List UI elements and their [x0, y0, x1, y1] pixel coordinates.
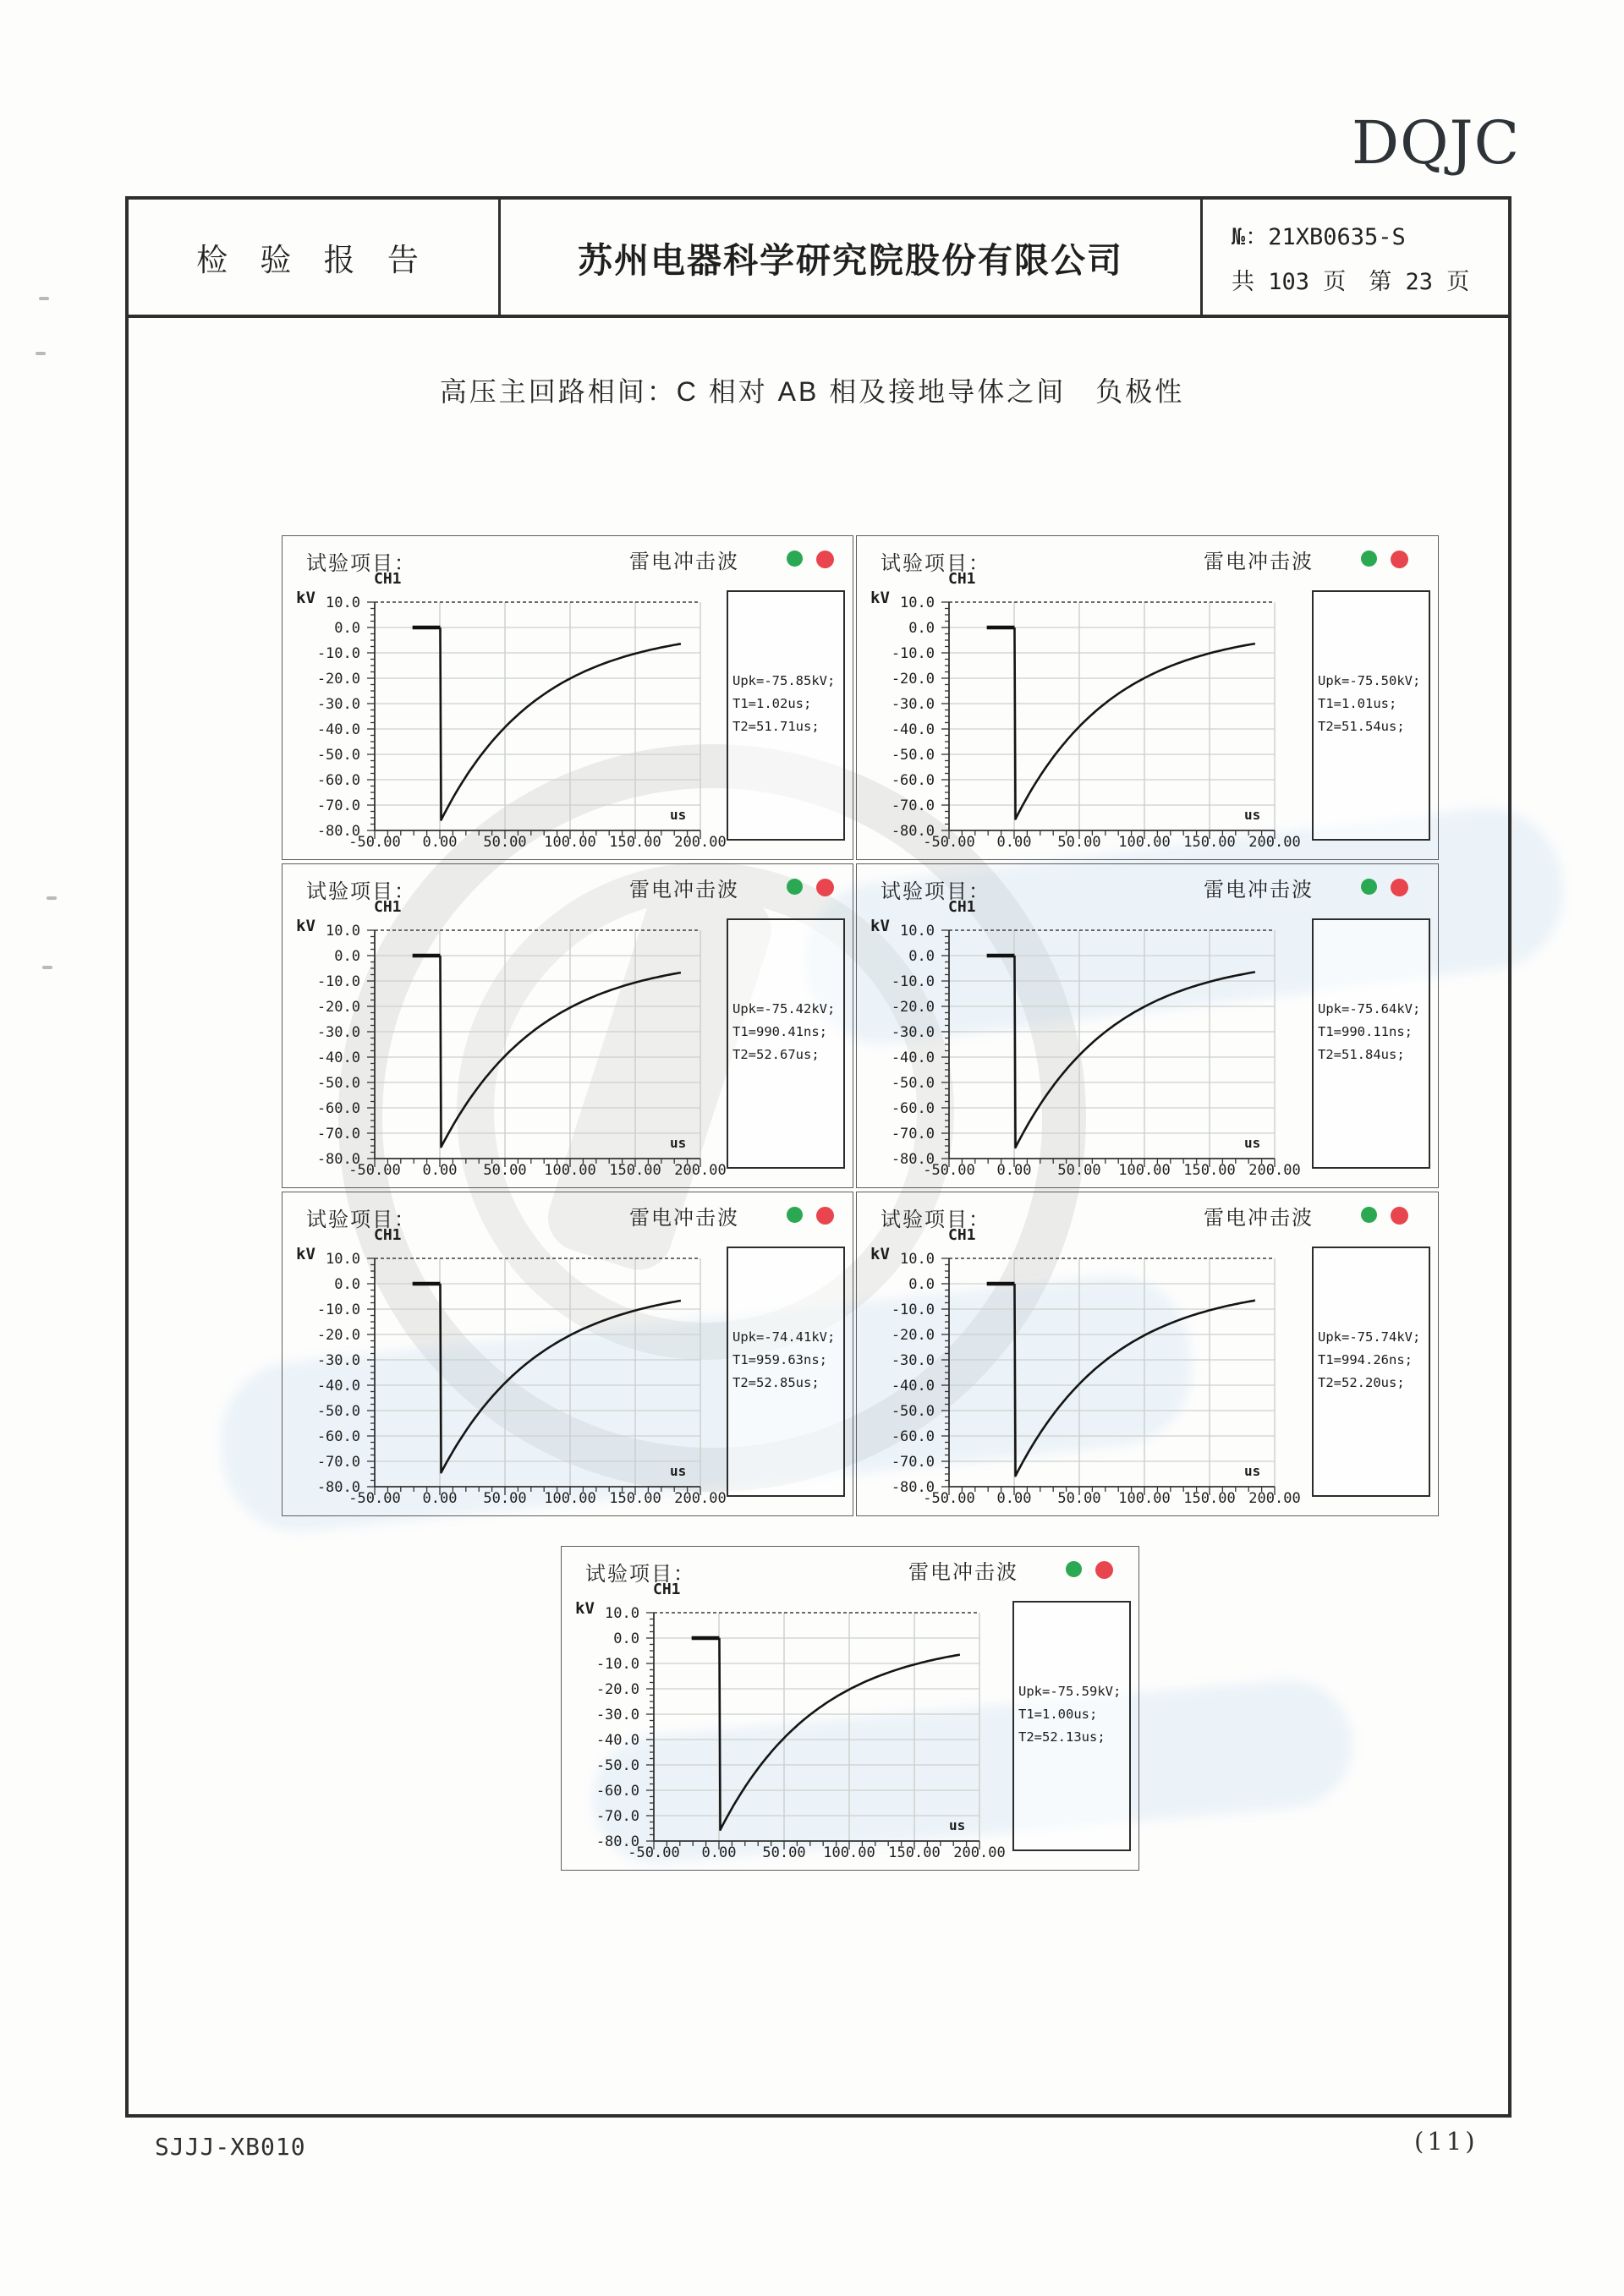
y-tick-label: 10.0	[326, 923, 360, 940]
channel-label: CH1	[948, 1226, 976, 1244]
y-tick-label: -70.0	[595, 1808, 639, 1825]
y-axis-unit-label: kV	[870, 1245, 890, 1263]
y-tick-label: -50.0	[891, 1403, 935, 1420]
measurement-readout-box	[727, 1247, 845, 1497]
y-tick-label: 10.0	[900, 923, 935, 940]
y-tick-label: -80.0	[316, 1479, 360, 1496]
y-tick-label: -50.0	[316, 1075, 360, 1092]
y-tick-label: -20.0	[891, 1327, 935, 1344]
waveform-plot	[363, 923, 710, 1177]
y-tick-label: -10.0	[891, 973, 935, 990]
y-tick-label: 10.0	[326, 1251, 360, 1268]
x-tick-label: 100.00	[544, 834, 596, 851]
x-tick-label: 50.00	[762, 1844, 806, 1861]
x-tick-label: 150.00	[1183, 1162, 1236, 1179]
upk-readout: Upk=-75.64kV;	[1318, 1001, 1421, 1016]
report-title-cell: 检 验 报 告	[129, 200, 501, 315]
x-tick-label: 200.00	[1248, 1162, 1301, 1179]
test-item-label: 试验项目：	[306, 552, 416, 575]
y-axis-unit-label: kV	[296, 589, 315, 607]
x-axis-unit-label: us	[670, 1463, 687, 1479]
x-tick-label: -50.00	[348, 834, 401, 851]
x-tick-label: 0.00	[422, 1490, 458, 1507]
y-tick-label: -20.0	[595, 1681, 639, 1698]
y-tick-label: -60.0	[891, 1100, 935, 1117]
y-tick-label: -60.0	[316, 1428, 360, 1445]
x-tick-label: 150.00	[888, 1844, 941, 1861]
measurement-readout-box	[727, 918, 845, 1169]
y-axis-unit-label: kV	[296, 1245, 315, 1263]
chart-title: 雷电冲击波	[1204, 879, 1314, 901]
form-code: SJJJ-XB010	[155, 2133, 306, 2161]
y-tick-label: -40.0	[891, 721, 935, 738]
measurement-readout-box	[1312, 590, 1430, 841]
y-tick-label: -70.0	[891, 1126, 935, 1143]
y-tick-label: -40.0	[316, 1378, 360, 1395]
x-tick-label: 200.00	[1248, 1490, 1301, 1507]
x-tick-label: 200.00	[1248, 834, 1301, 851]
green-indicator-dot	[787, 879, 803, 895]
x-tick-label: 200.00	[674, 1162, 727, 1179]
waveform-plot	[937, 595, 1284, 849]
y-tick-label: -30.0	[595, 1707, 639, 1723]
brand-logo-text: DQJC	[1352, 108, 1521, 178]
y-tick-label: 0.0	[334, 948, 360, 965]
x-tick-label: 150.00	[609, 1162, 661, 1179]
y-tick-label: 10.0	[900, 1251, 935, 1268]
measurement-readout-box	[727, 590, 845, 841]
x-tick-label: 100.00	[544, 1162, 596, 1179]
x-tick-label: 50.00	[483, 1162, 527, 1179]
x-tick-label: 100.00	[1118, 834, 1171, 851]
x-axis-unit-label: us	[1244, 1135, 1261, 1151]
test-item-label: 试验项目：	[881, 880, 990, 903]
t2-readout: T2=52.20us;	[1318, 1375, 1405, 1390]
scan-artifact-dash	[39, 297, 49, 300]
y-tick-label: -30.0	[316, 1352, 360, 1369]
x-tick-label: -50.00	[348, 1162, 401, 1179]
green-indicator-dot	[1361, 551, 1377, 567]
t1-readout: T1=990.41ns;	[732, 1024, 827, 1039]
y-tick-label: -60.0	[316, 1100, 360, 1117]
upk-readout: Upk=-75.74kV;	[1318, 1329, 1421, 1345]
y-tick-label: 0.0	[908, 620, 935, 637]
chart-title: 雷电冲击波	[629, 879, 739, 901]
page-info: 共 103 页 第 23 页	[1232, 269, 1470, 295]
page-number: (11)	[1414, 2127, 1479, 2156]
green-indicator-dot	[1361, 879, 1377, 895]
x-tick-label: 150.00	[1183, 834, 1236, 851]
y-tick-label: -20.0	[316, 999, 360, 1016]
t2-readout: T2=52.13us;	[1018, 1729, 1106, 1745]
y-tick-label: 10.0	[900, 595, 935, 611]
chart-title: 雷电冲击波	[1204, 551, 1314, 573]
y-tick-label: 10.0	[326, 595, 360, 611]
t1-readout: T1=1.01us;	[1318, 696, 1397, 711]
x-tick-label: -50.00	[628, 1844, 680, 1861]
x-tick-label: 150.00	[609, 1490, 661, 1507]
t2-readout: T2=52.67us;	[732, 1047, 820, 1062]
measurement-readout-box	[1312, 918, 1430, 1169]
x-tick-label: 100.00	[1118, 1490, 1171, 1507]
y-tick-label: -60.0	[891, 1428, 935, 1445]
test-item-label: 试验项目：	[306, 1208, 416, 1231]
x-tick-label: 0.00	[996, 1490, 1032, 1507]
red-indicator-dot	[1391, 879, 1408, 896]
y-tick-label: -40.0	[316, 1049, 360, 1066]
x-tick-label: 150.00	[609, 834, 661, 851]
y-tick-label: -80.0	[891, 1479, 935, 1496]
x-tick-label: 200.00	[953, 1844, 1006, 1861]
waveform-plot	[363, 595, 710, 849]
channel-label: CH1	[374, 1226, 402, 1244]
x-axis-unit-label: us	[949, 1817, 966, 1833]
test-item-label: 试验项目：	[585, 1563, 695, 1586]
y-tick-label: -10.0	[891, 645, 935, 662]
chart-title: 雷电冲击波	[629, 1207, 739, 1230]
scan-artifact-dash	[36, 352, 46, 355]
test-item-label: 试验项目：	[881, 1208, 990, 1231]
y-axis-unit-label: kV	[575, 1599, 595, 1618]
x-tick-label: 50.00	[1057, 1490, 1101, 1507]
x-tick-label: 200.00	[674, 1490, 727, 1507]
red-indicator-dot	[1391, 1207, 1408, 1225]
upk-readout: Upk=-75.42kV;	[732, 1001, 836, 1016]
waveform-plot	[937, 1252, 1284, 1505]
x-axis-unit-label: us	[670, 1135, 687, 1151]
y-tick-label: -50.0	[891, 1075, 935, 1092]
red-indicator-dot	[1391, 551, 1408, 568]
t2-readout: T2=51.71us;	[732, 719, 820, 734]
y-tick-label: -60.0	[891, 772, 935, 789]
x-tick-label: 100.00	[1118, 1162, 1171, 1179]
y-tick-label: -40.0	[316, 721, 360, 738]
upk-readout: Upk=-75.59kV;	[1018, 1684, 1122, 1699]
report-number-cell	[1203, 200, 1508, 315]
scan-artifact-dash	[47, 896, 57, 900]
x-tick-label: 0.00	[996, 834, 1032, 851]
y-tick-label: -30.0	[891, 1024, 935, 1041]
y-tick-label: -10.0	[316, 645, 360, 662]
y-tick-label: -40.0	[891, 1378, 935, 1395]
y-axis-unit-label: kV	[870, 917, 890, 935]
x-tick-label: 50.00	[483, 1490, 527, 1507]
channel-label: CH1	[948, 570, 976, 588]
test-item-label: 试验项目：	[306, 880, 416, 903]
scan-artifact-dash	[42, 966, 52, 969]
y-tick-label: -70.0	[316, 1126, 360, 1143]
upk-readout: Upk=-74.41kV;	[732, 1329, 836, 1345]
y-tick-label: -20.0	[316, 671, 360, 688]
impulse-chart-panel	[561, 1546, 1139, 1871]
channel-label: CH1	[653, 1581, 681, 1598]
y-tick-label: -10.0	[595, 1656, 639, 1673]
y-tick-label: -10.0	[891, 1301, 935, 1318]
section-title: 高压主回路相间：C 相对 AB 相及接地导体之间 负极性	[439, 376, 1185, 407]
y-tick-label: -50.0	[595, 1757, 639, 1774]
y-tick-label: -30.0	[316, 696, 360, 713]
y-tick-label: 0.0	[613, 1630, 639, 1647]
t2-readout: T2=52.85us;	[732, 1375, 820, 1390]
red-indicator-dot	[1095, 1561, 1113, 1579]
x-axis-unit-label: us	[1244, 807, 1261, 823]
t1-readout: T1=994.26ns;	[1318, 1352, 1413, 1367]
chart-title: 雷电冲击波	[629, 551, 739, 573]
y-tick-label: -70.0	[891, 797, 935, 814]
y-tick-label: 0.0	[908, 948, 935, 965]
channel-label: CH1	[374, 570, 402, 588]
y-axis-unit-label: kV	[296, 917, 315, 935]
x-tick-label: 0.00	[422, 1162, 458, 1179]
y-tick-label: -20.0	[891, 999, 935, 1016]
company-name-cell: 苏州电器科学研究院股份有限公司	[501, 200, 1203, 315]
impulse-chart-panel	[856, 535, 1439, 860]
chart-title: 雷电冲击波	[908, 1561, 1018, 1584]
t2-readout: T2=51.54us;	[1318, 719, 1405, 734]
y-tick-label: 0.0	[908, 1276, 935, 1293]
green-indicator-dot	[787, 551, 803, 567]
t1-readout: T1=990.11ns;	[1318, 1024, 1413, 1039]
x-tick-label: 0.00	[996, 1162, 1032, 1179]
y-tick-label: 0.0	[334, 620, 360, 637]
y-tick-label: -60.0	[595, 1783, 639, 1800]
y-tick-label: -50.0	[316, 1403, 360, 1420]
impulse-chart-panel	[282, 1192, 853, 1516]
y-tick-label: -40.0	[891, 1049, 935, 1066]
y-tick-label: -80.0	[891, 823, 935, 840]
y-tick-label: -20.0	[891, 671, 935, 688]
x-tick-label: -50.00	[923, 834, 975, 851]
x-tick-label: -50.00	[923, 1490, 975, 1507]
green-indicator-dot	[787, 1207, 803, 1223]
y-tick-label: -80.0	[595, 1833, 639, 1850]
y-tick-label: 10.0	[605, 1605, 639, 1622]
x-tick-label: 0.00	[422, 834, 458, 851]
measurement-readout-box	[1012, 1601, 1131, 1851]
y-tick-label: -40.0	[595, 1732, 639, 1749]
t1-readout: T1=1.02us;	[732, 696, 812, 711]
red-indicator-dot	[816, 551, 834, 568]
x-tick-label: 100.00	[823, 1844, 875, 1861]
impulse-chart-panel	[282, 535, 853, 860]
upk-readout: Upk=-75.50kV;	[1318, 673, 1421, 688]
x-tick-label: 150.00	[1183, 1490, 1236, 1507]
x-tick-label: 50.00	[1057, 834, 1101, 851]
y-tick-label: -80.0	[316, 823, 360, 840]
channel-label: CH1	[374, 898, 402, 916]
y-tick-label: 0.0	[334, 1276, 360, 1293]
x-tick-label: 100.00	[544, 1490, 596, 1507]
t1-readout: T1=1.00us;	[1018, 1707, 1098, 1722]
y-tick-label: -30.0	[316, 1024, 360, 1041]
x-tick-label: -50.00	[348, 1490, 401, 1507]
t1-readout: T1=959.63ns;	[732, 1352, 827, 1367]
report-header-row	[129, 200, 1508, 318]
y-tick-label: -70.0	[316, 1454, 360, 1471]
waveform-plot	[937, 923, 1284, 1177]
x-axis-unit-label: us	[670, 807, 687, 823]
y-tick-label: -70.0	[316, 797, 360, 814]
upk-readout: Upk=-75.85kV;	[732, 673, 836, 688]
x-tick-label: 50.00	[1057, 1162, 1101, 1179]
y-tick-label: -30.0	[891, 696, 935, 713]
measurement-readout-box	[1312, 1247, 1430, 1497]
x-tick-label: -50.00	[923, 1162, 975, 1179]
x-axis-unit-label: us	[1244, 1463, 1261, 1479]
x-tick-label: 0.00	[701, 1844, 737, 1861]
green-indicator-dot	[1361, 1207, 1377, 1223]
y-tick-label: -70.0	[891, 1454, 935, 1471]
y-tick-label: -50.0	[891, 747, 935, 764]
y-tick-label: -50.0	[316, 747, 360, 764]
y-tick-label: -20.0	[316, 1327, 360, 1344]
y-tick-label: -10.0	[316, 973, 360, 990]
red-indicator-dot	[816, 879, 834, 896]
report-number: №：21XB0635-S	[1232, 224, 1406, 250]
y-tick-label: -30.0	[891, 1352, 935, 1369]
y-tick-label: -60.0	[316, 772, 360, 789]
waveform-plot	[642, 1606, 989, 1860]
y-tick-label: -80.0	[891, 1151, 935, 1168]
impulse-chart-panel	[282, 863, 853, 1188]
impulse-chart-panel	[856, 863, 1439, 1188]
channel-label: CH1	[948, 898, 976, 916]
y-tick-label: -10.0	[316, 1301, 360, 1318]
waveform-plot	[363, 1252, 710, 1505]
y-axis-unit-label: kV	[870, 589, 890, 607]
test-item-label: 试验项目：	[881, 552, 990, 575]
t2-readout: T2=51.84us;	[1318, 1047, 1405, 1062]
x-tick-label: 50.00	[483, 834, 527, 851]
red-indicator-dot	[816, 1207, 834, 1225]
x-tick-label: 200.00	[674, 834, 727, 851]
impulse-chart-panel	[856, 1192, 1439, 1516]
y-tick-label: -80.0	[316, 1151, 360, 1168]
chart-title: 雷电冲击波	[1204, 1207, 1314, 1230]
green-indicator-dot	[1066, 1561, 1082, 1577]
